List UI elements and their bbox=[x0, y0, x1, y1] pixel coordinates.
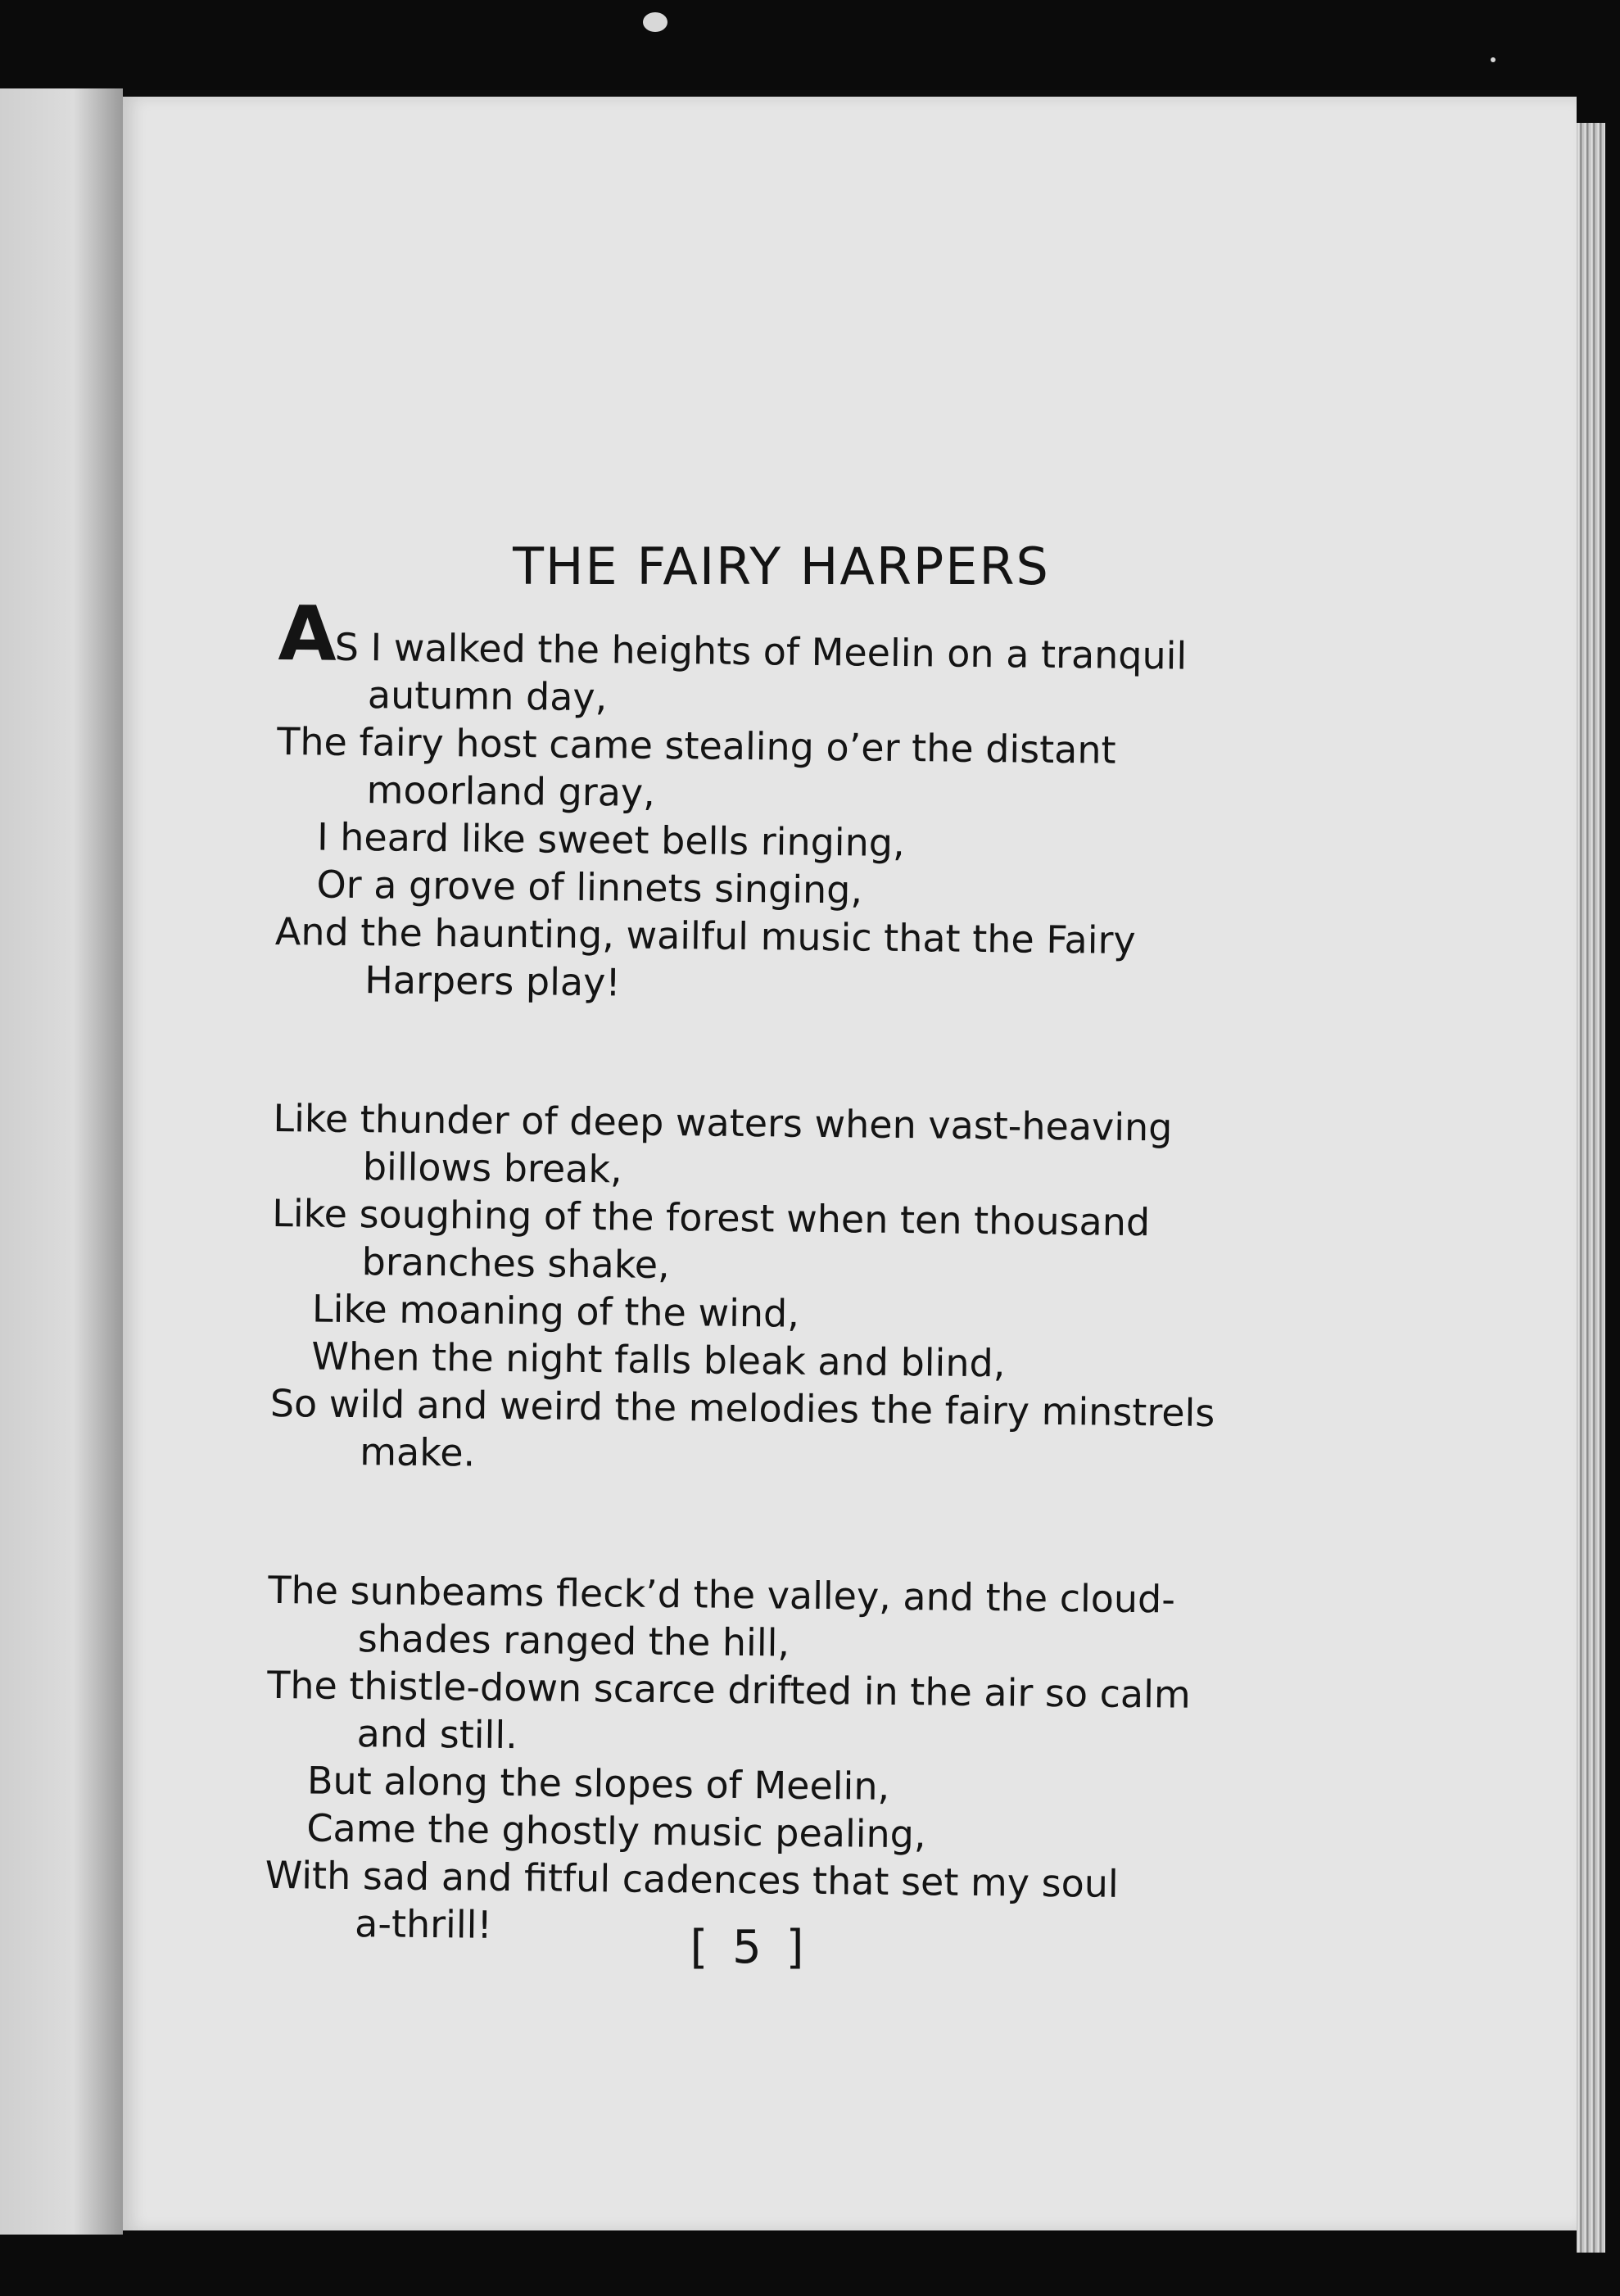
stanza-1 bbox=[274, 590, 1261, 1013]
page-stack-edge bbox=[1577, 123, 1605, 2253]
poem-line: autumn day, bbox=[367, 672, 608, 720]
poem-line: shades ranged the hill, bbox=[357, 1616, 790, 1665]
poem-line: moorland gray, bbox=[366, 768, 656, 815]
scan-speck bbox=[1491, 57, 1496, 62]
drop-cap: A bbox=[278, 590, 336, 678]
poem-line: With sad and fitful cadences that set my soul bbox=[265, 1852, 1120, 1906]
poem-body bbox=[264, 590, 1261, 2048]
poem-line: Like thunder of deep waters when vast-heaving bbox=[273, 1095, 1173, 1150]
poem-line: Or a grove of linnets singing, bbox=[316, 862, 863, 913]
poem-line: branches shake, bbox=[361, 1239, 670, 1288]
page-number: [ 5 ] bbox=[690, 1921, 809, 1974]
poem-line: Like soughing of the forest when ten thousand bbox=[272, 1190, 1151, 1245]
poem-line: make. bbox=[359, 1429, 476, 1475]
poem-line bbox=[278, 590, 1261, 681]
poem-line: The thistle-down scarce drifted in the air so calm bbox=[266, 1662, 1192, 1717]
poem-line-text: S I walked the heights of Meelin on a tranquil bbox=[334, 624, 1188, 678]
poem-title: THE FAIRY HARPERS bbox=[513, 537, 1050, 596]
poem-line: The sunbeams fleck’d the valley, and the cloud- bbox=[268, 1567, 1176, 1622]
poem-line: Harpers play! bbox=[364, 958, 622, 1005]
poem-line: And the haunting, wailful music that the Fairy bbox=[274, 908, 1136, 962]
poem-line: When the night falls bleak and blind, bbox=[311, 1334, 1006, 1386]
poem-line: Like moaning of the wind, bbox=[311, 1286, 800, 1336]
stanza-2 bbox=[269, 1094, 1256, 1485]
scan-speck bbox=[643, 12, 667, 32]
facing-page-edge bbox=[0, 88, 123, 2235]
poem-line: billows break, bbox=[362, 1144, 622, 1192]
poem-line: The fairy host came stealing o’er the distant bbox=[277, 718, 1116, 772]
poem-line: Came the ghostly music pealing, bbox=[306, 1805, 926, 1857]
poem-line: and still. bbox=[356, 1711, 518, 1758]
poem-line: I heard like sweet bells ringing, bbox=[316, 814, 905, 866]
stanza-3 bbox=[265, 1566, 1251, 1957]
poem-line: So wild and weird the melodies the fairy minstrels bbox=[269, 1380, 1215, 1436]
poem-line: But along the slopes of Meelin, bbox=[306, 1758, 890, 1809]
poem-line: a-thrill! bbox=[354, 1901, 493, 1947]
